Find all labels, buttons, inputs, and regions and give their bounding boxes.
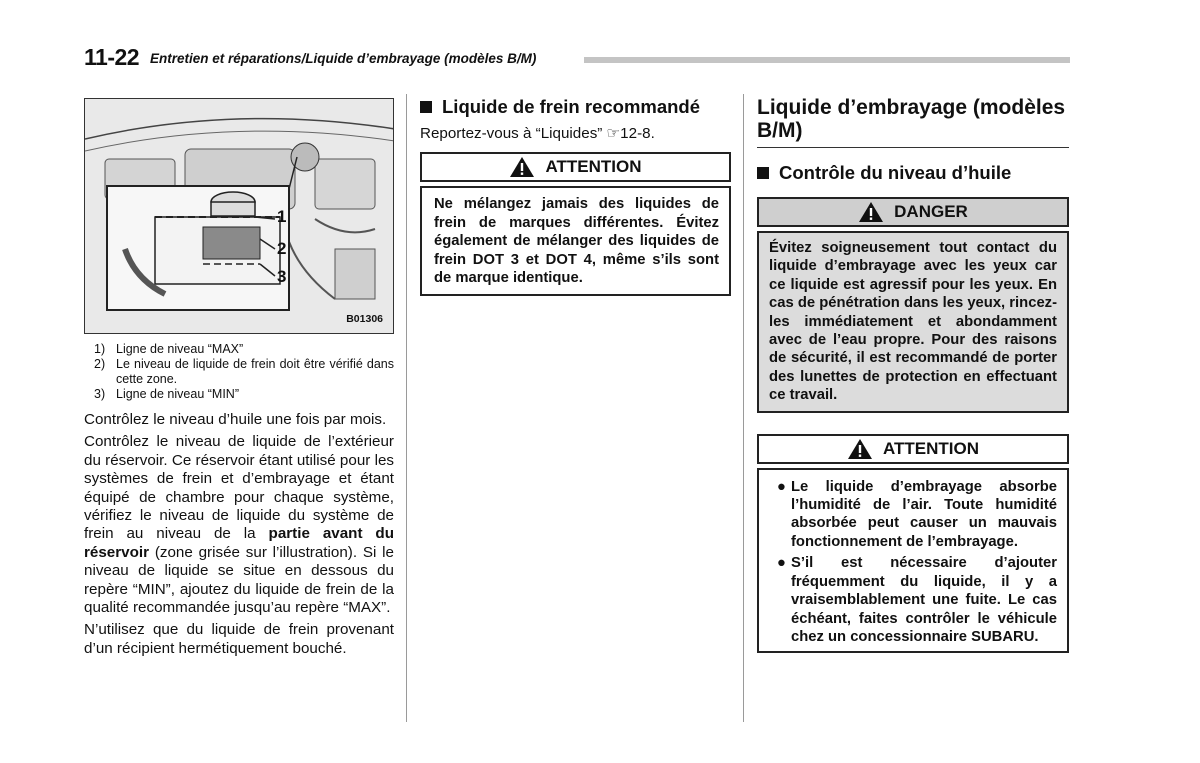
engine-bay-illustration: [84, 98, 394, 334]
figure-caption: [84, 342, 394, 402]
caption-item: [84, 357, 394, 387]
page-header: [84, 44, 1070, 68]
square-bullet-icon: [757, 167, 769, 179]
section-title: Entretien et réparations/Liquide d’embrayage (modèles B/M): [150, 51, 537, 66]
warning-triangle-icon: [509, 156, 535, 178]
header-rule: [584, 57, 1070, 63]
paragraph: N’utilisez que du liquide de frein provenant d’un récipient hermétiquement bouché.: [84, 621, 394, 657]
column-divider: [743, 94, 744, 722]
section-heading: [757, 162, 1069, 184]
list-item: [769, 554, 1057, 646]
attention-list: [769, 478, 1057, 647]
paragraph-text: (zone grisée sur l’illustration). Si le niveau de liquide se situe en dessous du repère “MIN”, ajoutez du liquide de frein de la qualité recommandée jusqu’au repère “MAX”.: [84, 543, 394, 617]
caption-text: Ligne de niveau “MAX”: [116, 342, 244, 356]
danger-label: DANGER: [894, 202, 968, 221]
figure-code: B01306: [346, 313, 383, 325]
list-item-text: Le liquide d’embrayage absorbe l’humidité de l’air. Toute humidité absorbée peut causer un mauvais fonctionnement de l’embrayage.: [791, 478, 1057, 550]
list-item: [769, 478, 1057, 552]
column-left: [84, 98, 394, 658]
chapter-title: Liquide d’embrayage (modèles B/M): [757, 96, 1069, 148]
reference-text: Reportez-vous à “Liquides” ☞12-8.: [420, 125, 655, 142]
list-item-text: S’il est nécessaire d’ajouter fréquemment du liquide, il y a vraisemblablement une fuite. Le cas échéant, faites contrôler le véhicule chez un concessionnaire SUBARU.: [791, 555, 1057, 645]
reservoir-drawing: [85, 99, 394, 334]
paragraph-bold-text: partie avant du réservoir: [84, 525, 394, 561]
caption-text: Ligne de niveau “MIN”: [116, 387, 239, 401]
caption-number: 3): [94, 387, 106, 401]
paragraph: Contrôlez le niveau d’huile une fois par mois.: [84, 411, 387, 428]
caption-text: Le niveau de liquide de frein doit être vérifié dans cette zone.: [116, 357, 394, 386]
warning-triangle-icon: [847, 438, 873, 460]
attention-label-box: [420, 152, 731, 182]
section-heading-text: Contrôle du niveau d’huile: [779, 162, 1012, 183]
column-middle: [420, 96, 731, 296]
column-right: [757, 96, 1069, 653]
callout-2: 2: [277, 239, 287, 258]
callout-1: 1: [277, 207, 287, 226]
section-heading: [420, 96, 731, 118]
attention-label: ATTENTION: [545, 157, 642, 177]
caption-number: 2): [94, 357, 106, 371]
warning-triangle-icon: [858, 201, 884, 223]
danger-box: [757, 231, 1069, 413]
danger-text: Évitez soigneusement tout contact du liquide d’embrayage avec les yeux car ce liquide est agressif pour les yeux. En cas de pénétration dans les yeux, rincez-les immédiatement et abondamment avec de l’eau propre. Pour des raisons de sécurité, il est recommandé de porter des lunettes de protection en effectuant ce travail.: [769, 240, 1057, 404]
bullet-dot-icon: ●: [777, 555, 786, 572]
caption-item: [84, 342, 394, 357]
paragraph: [84, 433, 394, 617]
page-number: 11-22: [84, 44, 140, 70]
attention-label: ATTENTION: [882, 438, 979, 458]
column-divider: [406, 94, 407, 722]
attention-box: [420, 186, 731, 296]
caption-number: 1): [94, 342, 106, 356]
square-bullet-icon: [420, 101, 432, 113]
paragraph-text: Contrôlez le niveau de liquide de l’extérieur du réservoir. Ce réservoir étant utilisé pour les systèmes de frein et d’embrayage et étant équipé de chambre pour chaque système, vérifiez le niveau de liquide du système de frein au niveau de la: [84, 433, 394, 543]
attention-label-box: [757, 434, 1069, 464]
attention-text: Ne mélangez jamais des liquides de frein de marques différentes. Évitez également de mélanger des liquides de frein DOT 3 et DOT 4, même s’ils sont de marque identique.: [434, 196, 719, 287]
attention-box: [757, 468, 1069, 654]
danger-label-box: [757, 197, 1069, 227]
bullet-dot-icon: ●: [777, 478, 786, 495]
callout-3: 3: [277, 267, 287, 286]
section-heading-text: Liquide de frein recommandé: [442, 96, 701, 117]
caption-item: [84, 387, 394, 402]
